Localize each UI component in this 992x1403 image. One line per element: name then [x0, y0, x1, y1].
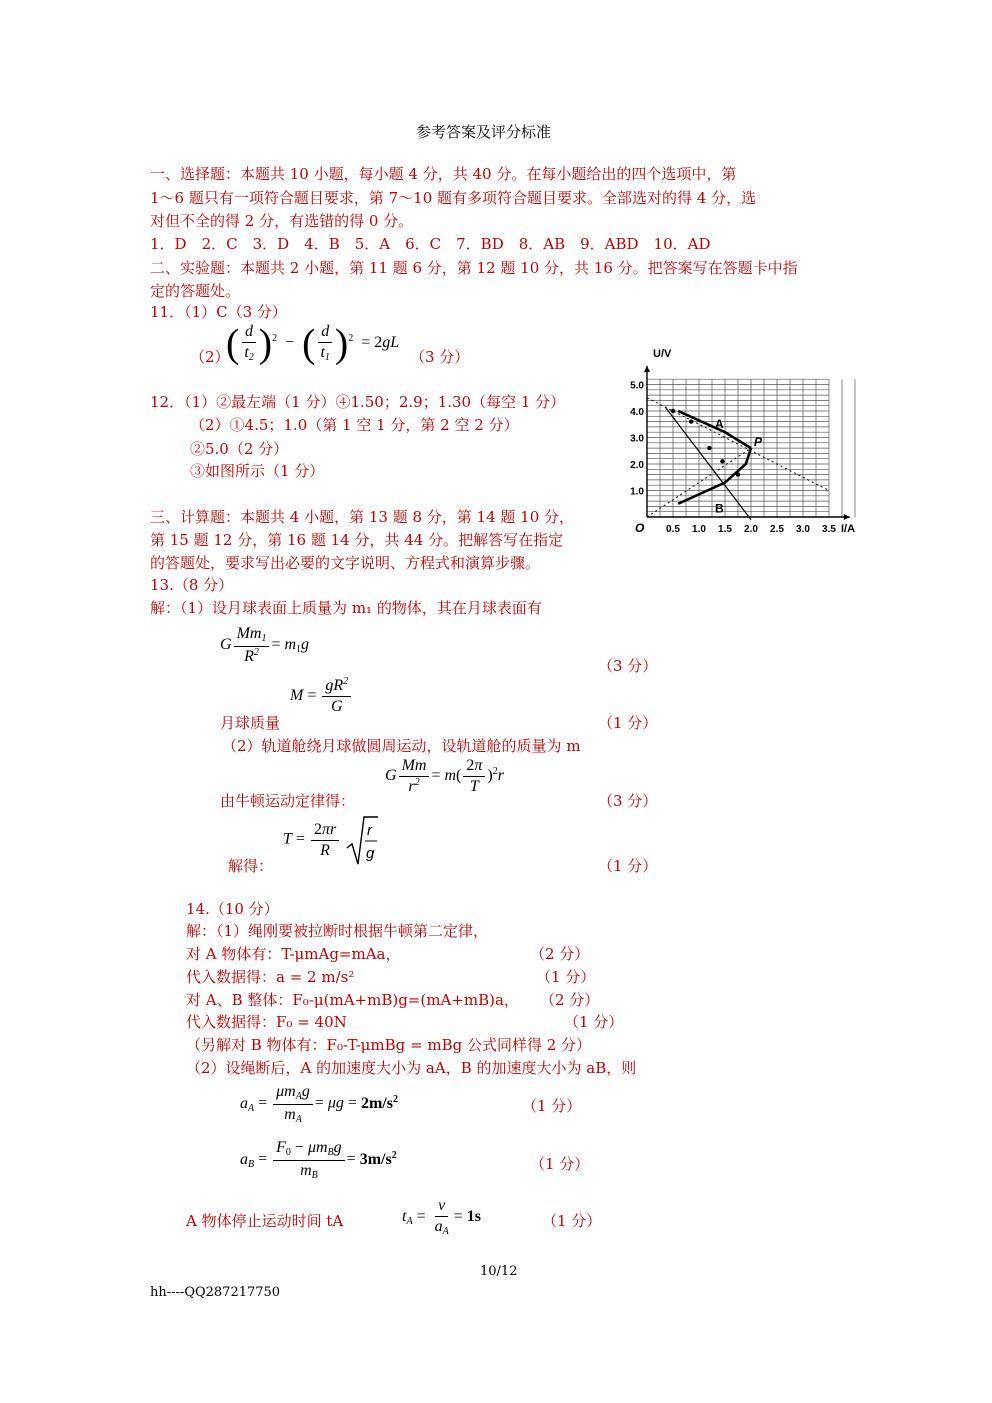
series-a-label: A: [715, 417, 724, 432]
q13-line2: （2）轨道舱绕月球做圆周运动，设轨道舱的质量为 m: [222, 737, 581, 755]
section3-line1: 三、计算题：本题共 4 小题，第 13 题 8 分，第 14 题 10 分，: [150, 508, 575, 526]
data-point: [707, 446, 711, 450]
q11-part2-score: （3 分）: [410, 348, 470, 366]
y-tick-label: 2.0: [630, 460, 644, 471]
q12-part2: （2）①4.5；1.0（第 1 空 1 分，第 2 空 2 分）: [190, 416, 519, 434]
y-tick-label: 1.0: [630, 486, 644, 498]
y-axis-label: U/V: [653, 348, 672, 360]
q13-score3: （3 分）: [598, 792, 658, 810]
data-point: [689, 419, 693, 423]
y-tick-label: 5.0: [630, 380, 644, 392]
q11-formula: ( $\frac{d}{t_2}$ )$^2$ − ( $\frac{d}{t_1}$ )$^2$ = 2gL: [226, 320, 400, 366]
q14-heading: 14.（10 分）: [186, 900, 279, 918]
section3-line2: 第 15 题 12 分，第 16 题 14 分，共 44 分。把解答写在指定: [150, 531, 564, 549]
series-b-label: B: [715, 501, 724, 516]
y-tick-label: 4.0: [630, 407, 644, 418]
q14-line3: 代入数据得：a = 2 m/s²: [186, 968, 355, 986]
period-equation: T = $\frac{2\pi r}{R}$ r g: [283, 814, 379, 866]
x-tick-label: 1.0: [692, 524, 706, 535]
svg-text:g: g: [366, 845, 375, 862]
section2-line2: 定的答题处。: [150, 282, 241, 300]
accel-a-equation: $a_A$ = $\frac{\mu m_Ag}{m_A}$ = $\mu g = 2m/s^2$: [240, 1083, 398, 1125]
gravity-equation: G $\frac{Mm_1}{R^2}$ = $m_1g$: [220, 625, 310, 665]
choice-answers: 1．D 2．C 3．D 4．B 5．A 6．C 7．BD 8．AB 9．ABD 10．AD: [150, 235, 711, 253]
q14-line2: 对 A 物体有：T-μmAg=mAa，: [186, 945, 401, 963]
y-tick-label: 3.0: [630, 433, 644, 445]
q14-score-a: （1 分）: [522, 1097, 582, 1115]
mass-label: 月球质量: [220, 714, 281, 732]
data-point: [736, 472, 740, 476]
q14-score3: （1 分）: [536, 968, 596, 986]
q12-part3: ②5.0（2 分）: [190, 440, 289, 458]
q13-score2: （1 分）: [598, 714, 658, 732]
q13-line1: 解：（1）设月球表面上质量为 m₁ 的物体，其在月球表面有: [150, 599, 542, 617]
origin-label: O: [635, 521, 645, 535]
section1-line1: 一、选择题：本题共 10 小题，每小题 4 分，共 40 分。在每小题给出的四个选项中，第: [150, 165, 737, 183]
mass-equation: M = $\frac{gR^2}{G}$: [290, 676, 353, 717]
q14-line5: 代入数据得：F₀ = 40N: [186, 1013, 347, 1031]
q14-score2: （2 分）: [530, 945, 590, 963]
q13-score4: （1 分）: [598, 857, 658, 875]
x-tick-label: 1.5: [718, 524, 732, 535]
q14-line4: 对 A、B 整体：F₀-μ(mA+mB)g=(mA+mB)a，: [186, 991, 519, 1009]
data-point: [720, 459, 724, 463]
q12-part4: ③如图所示（1 分）: [190, 462, 325, 480]
footer-text: hh----QQ287217750: [150, 1285, 281, 1300]
x-tick-label: 0.5: [666, 524, 680, 535]
page-number: 10/12: [480, 1264, 518, 1279]
x-tick-label: 3.5: [822, 524, 836, 535]
solve-label: 解得：: [228, 857, 274, 875]
x-tick-label: 3.0: [796, 524, 810, 535]
svg-text:r: r: [367, 822, 373, 839]
x-axis-label: I/A: [841, 523, 856, 535]
q13-score1: （3 分）: [598, 657, 658, 675]
section3-line3: 的答题处，要求写出必要的文字说明、方程式和演算步骤。: [150, 554, 541, 572]
x-axis-arrow: [844, 514, 850, 520]
q14-line6: （另解对 B 物体有：F₀-T-μmBg = mBg 公式同样得 2 分）: [186, 1036, 592, 1054]
data-point: [671, 409, 675, 413]
page-title: 参考答案及评分标准: [416, 123, 552, 141]
series-b-line: [678, 448, 751, 504]
orbit-equation: G $\frac{Mm}{r^2}$ = m( $\frac{2\pi}{T}$ )$^2$r: [385, 757, 504, 795]
newton-label: 由牛顿运动定律得：: [220, 792, 356, 810]
x-tick-label: 2.5: [770, 524, 784, 535]
q14-score-b: （1 分）: [530, 1155, 590, 1173]
y-axis-arrow: [644, 366, 650, 372]
q14-line7: （2）设绳断后，A 的加速度大小为 aA，B 的加速度大小为 aB，则: [186, 1059, 637, 1077]
u-i-graph: [625, 345, 870, 540]
section1-line3: 对但不全的得 2 分，有选错的得 0 分。: [150, 212, 414, 230]
q14-line1: 解：（1）绳刚要被拉断时根据牛顿第二定律，: [186, 922, 489, 940]
x-tick-label: 2.0: [744, 524, 758, 535]
q14-score5: （1 分）: [564, 1013, 624, 1031]
point-p-label: P: [754, 435, 763, 450]
q12-part1: 12．（1）②最左端（1 分）④1.50；2.9；1.30（每空 1 分）: [150, 393, 566, 411]
q11-part2-label: （2）: [190, 348, 230, 366]
stop-time-equation: $t_A$ = $\frac{v}{a_A}$ = 1s: [402, 1197, 481, 1237]
q13-heading: 13.（8 分）: [150, 576, 234, 594]
q14-score-t: （1 分）: [542, 1212, 602, 1230]
stop-time-label: A 物体停止运动时间 tA: [186, 1212, 344, 1230]
q14-score4: （2 分）: [540, 991, 600, 1009]
section2-line1: 二、实验题：本题共 2 小题，第 11 题 6 分，第 12 题 10 分，共 16 分。把答案写在答题卡中指: [150, 259, 798, 277]
accel-b-equation: $a_B$ = $\frac{F_0 - \mu m_Bg}{m_B}$ = $3m/s^2$: [240, 1139, 397, 1181]
section1-line2: 1～6 题只有一项符合题目要求，第 7～10 题有多项符合题目要求。全部选对的得 4 分，选: [150, 189, 757, 207]
q11-part1: 11．（1）C（3 分）: [150, 303, 287, 321]
